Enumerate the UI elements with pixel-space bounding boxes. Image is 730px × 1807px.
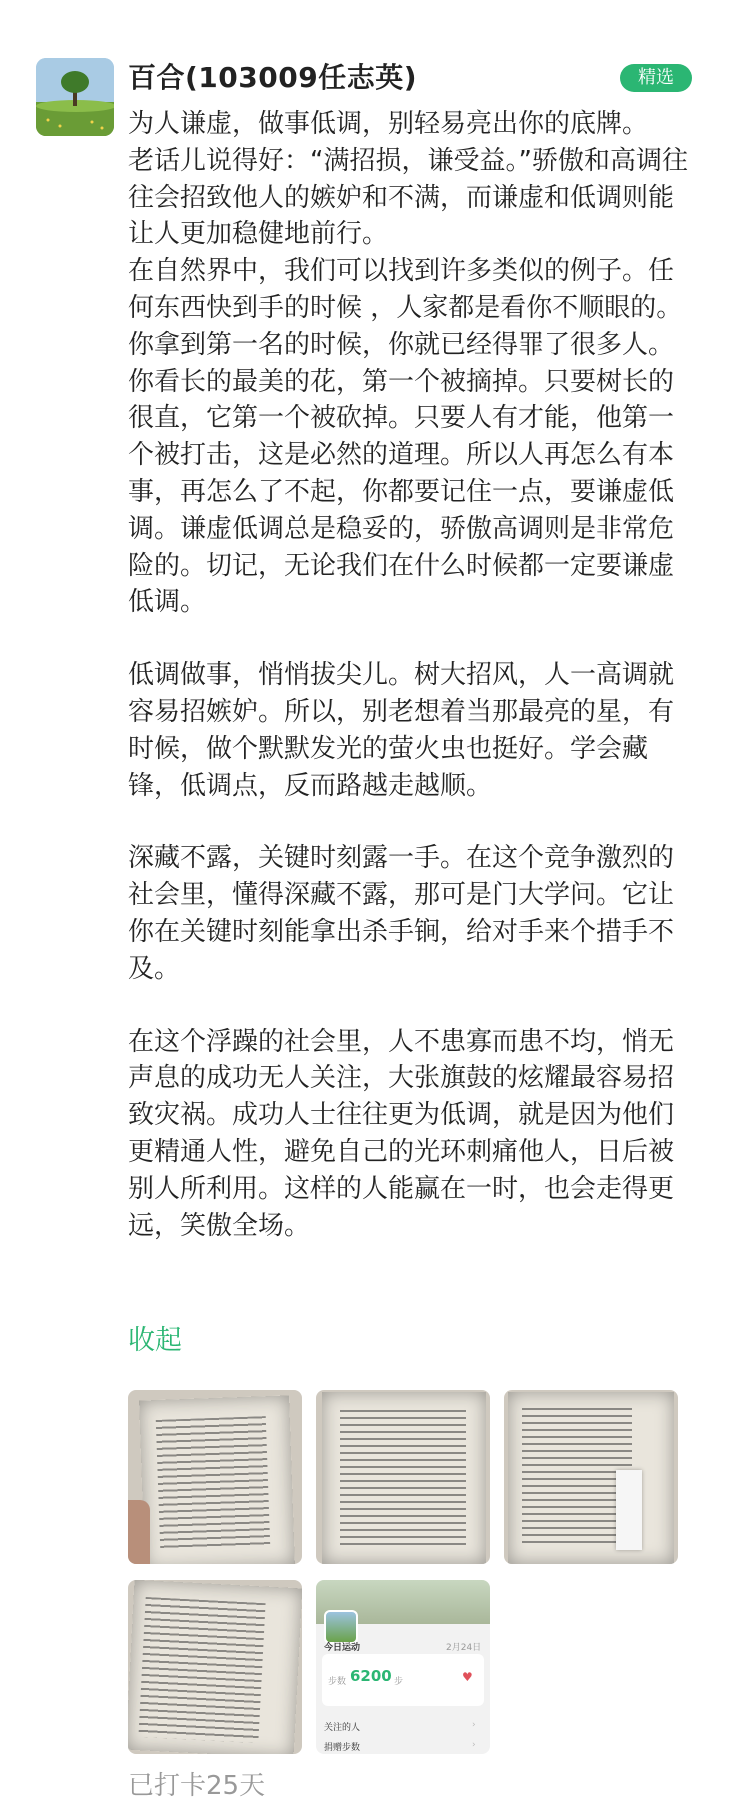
post-content	[128, 106, 694, 1244]
checkin-days: 已打卡25天	[128, 1771, 266, 1801]
book-photo-2[interactable]	[316, 1390, 490, 1564]
post-paragraph-1: 为人谦虚，做事低调，别轻易亮出你的底牌。	[128, 109, 649, 139]
screenshot-date: 2月24日	[446, 1643, 482, 1653]
collapse-link[interactable]: 收起	[128, 1325, 182, 1356]
chevron-right-icon: ›	[472, 1740, 476, 1750]
step-count-screenshot[interactable]	[316, 1580, 490, 1754]
avatar[interactable]	[36, 58, 114, 136]
post-paragraph-5: 深藏不露，关键时刻露一手。在这个竞争激烈的社会里，懂得深藏不露，那可是门大学问。它让你在关键时刻能拿出杀手锏，给对手来个措手不及。	[128, 843, 675, 984]
username[interactable]: 百合(103009任志英)	[128, 61, 417, 94]
book-photo-1[interactable]	[128, 1390, 302, 1564]
screenshot-section-title: 今日运动	[324, 1643, 361, 1653]
steps-unit: 步	[394, 1677, 404, 1687]
screenshot-row-2: 捐赠步数	[324, 1743, 361, 1753]
featured-badge: 精选	[620, 64, 692, 92]
post-paragraph-3: 在自然界中，我们可以找到许多类似的例子。任何东西快到手的时候 ，人家都是看你不顺眼的。你拿到第一名的时候，你就已经得罪了很多人。你看长的最美的花，第一个被摘掉。只要树长的很直，它第一个被砍掉。只要人有才能，他第一个被打击，这是必然的道理。所以人再怎么有本事，再怎么了不起，你都要记住一点，要谦虚低调。谦虚低调总是稳妥的，骄傲高调则是非常危险的。切记，无论我们在什么时候都一定要谦虚低调。	[128, 256, 683, 618]
post-paragraph-6: 在这个浮躁的社会里，人不患寡而患不均，悄无声息的成功无人关注，大张旗鼓的炫耀最容易招致灾祸。成功人士往往更为低调，就是因为他们更精通人性，避免自己的光环刺痛他人，日后被别人所利用。这样的人能赢在一时，也会走得更远，笑傲全场。	[128, 1026, 675, 1241]
chevron-right-icon: ›	[472, 1720, 476, 1730]
book-photo-4[interactable]	[128, 1580, 302, 1754]
steps-label: 步数	[328, 1677, 347, 1687]
post-paragraph-4: 低调做事，悄悄拔尖儿。树大招风，人一高调就容易招嫉妒。所以，别老想着当那最亮的星，有时候，做个默默发光的萤火虫也挺好。学会藏锋，低调点，反而路越走越顺。	[128, 660, 675, 801]
steps-value: 6200	[350, 1667, 392, 1685]
avatar-tree-image	[36, 58, 114, 136]
heart-icon: ♥	[462, 1670, 473, 1684]
book-photo-3[interactable]	[504, 1390, 678, 1564]
screenshot-avatar	[324, 1610, 358, 1644]
steps-card	[322, 1654, 484, 1706]
post-paragraph-2: 老话儿说得好：“满招损，谦受益。”骄傲和高调往往会招致他人的嫉妒和不满，而谦虚和低调则能让人更加稳健地前行。	[128, 145, 688, 250]
screenshot-row-1: 关注的人	[324, 1723, 361, 1733]
